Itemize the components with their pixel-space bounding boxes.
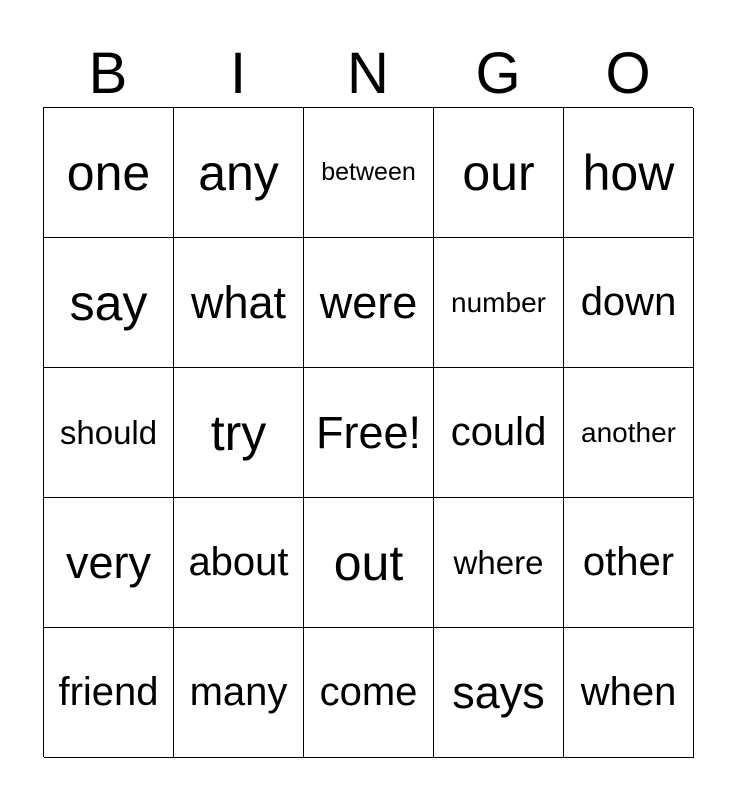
bingo-cell[interactable]: very	[44, 498, 174, 628]
bingo-cell[interactable]: any	[174, 108, 304, 238]
bingo-cell[interactable]: come	[304, 628, 434, 758]
free-space-cell[interactable]: Free!	[304, 368, 434, 498]
bingo-cell[interactable]: down	[564, 238, 694, 368]
bingo-cell[interactable]: number	[434, 238, 564, 368]
bingo-cell[interactable]: were	[304, 238, 434, 368]
bingo-cell[interactable]: should	[44, 368, 174, 498]
header-letter-g: G	[475, 41, 521, 106]
bingo-cell[interactable]: how	[564, 108, 694, 238]
header-letter-i: I	[229, 41, 247, 106]
bingo-header	[43, 40, 693, 108]
bingo-cell[interactable]: friend	[44, 628, 174, 758]
bingo-cell[interactable]: when	[564, 628, 694, 758]
header-letter-n: N	[347, 41, 389, 106]
bingo-cell[interactable]: what	[174, 238, 304, 368]
bingo-cell[interactable]: between	[304, 108, 434, 238]
bingo-cell[interactable]: other	[564, 498, 694, 628]
header-letter-o: O	[605, 41, 651, 106]
bingo-cell[interactable]: where	[434, 498, 564, 628]
bingo-cell[interactable]: one	[44, 108, 174, 238]
bingo-cell[interactable]: our	[434, 108, 564, 238]
bingo-cell[interactable]: out	[304, 498, 434, 628]
bingo-cell[interactable]: another	[564, 368, 694, 498]
header-letter-b: B	[88, 41, 128, 106]
bingo-cell[interactable]: try	[174, 368, 304, 498]
bingo-cell[interactable]: say	[44, 238, 174, 368]
bingo-cell[interactable]: could	[434, 368, 564, 498]
bingo-cell[interactable]: says	[434, 628, 564, 758]
bingo-cell[interactable]: many	[174, 628, 304, 758]
bingo-grid	[43, 107, 693, 757]
bingo-cell[interactable]: about	[174, 498, 304, 628]
